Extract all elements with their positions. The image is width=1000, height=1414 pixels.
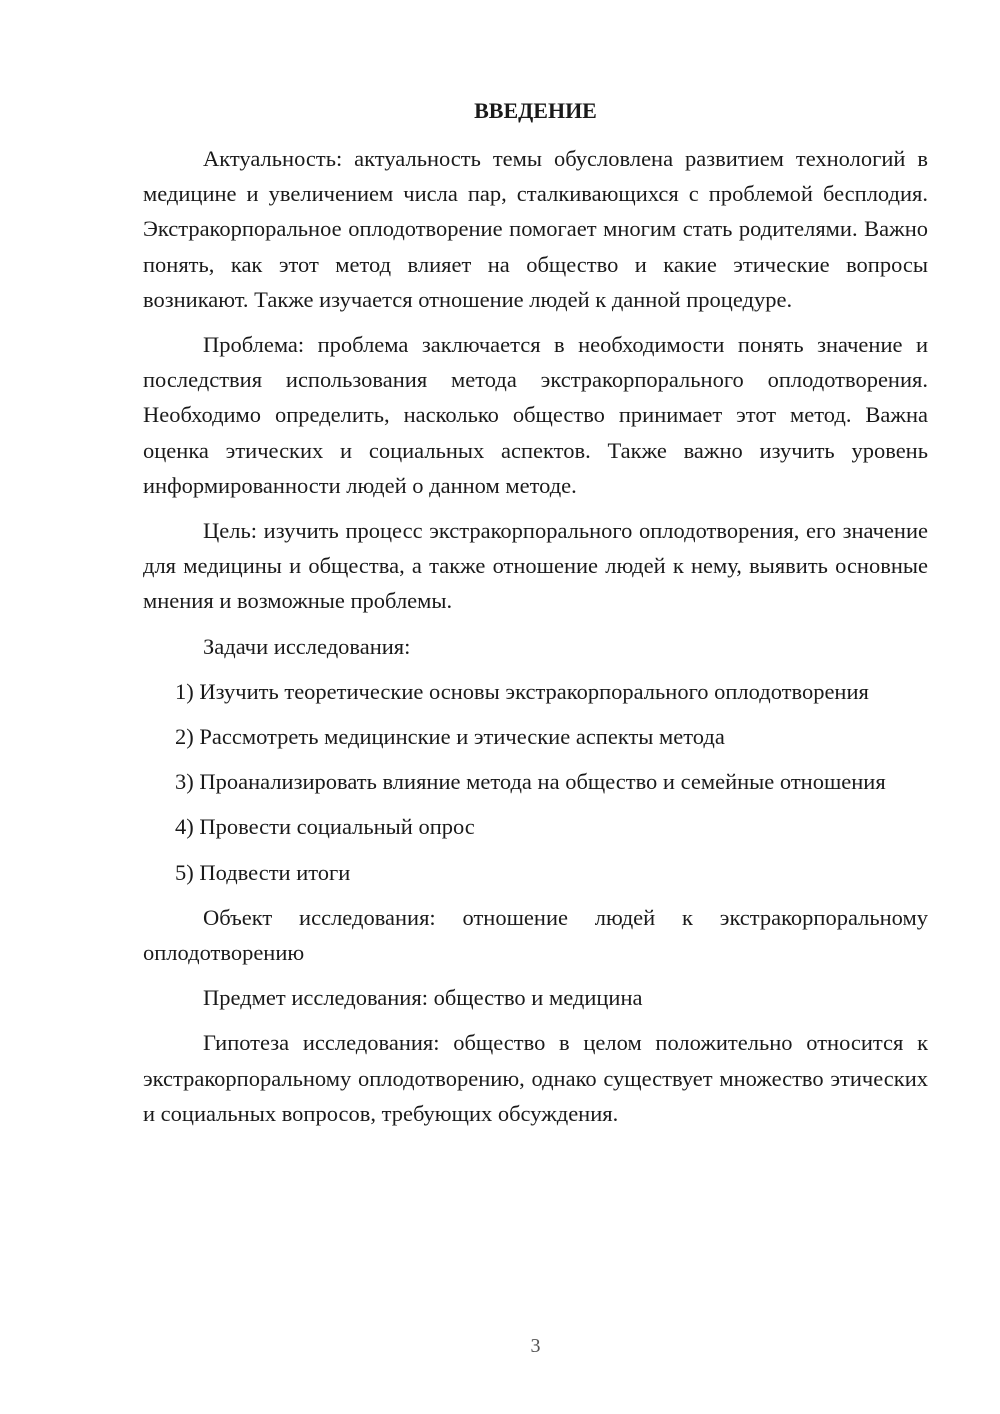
problem-paragraph: Проблема: проблема заключается в необходимости понять значение и последствия использования метода экстракорпорального оплодотворения. Необходимо определить, насколько общество принимает этот метод. Важна оценка этических и социальных аспектов. Также важно изучить уровень информированности людей о данном методе. xyxy=(143,332,928,498)
tasks-heading: Задачи исследования: xyxy=(203,633,411,659)
relevance-paragraph: Актуальность: актуальность темы обусловлена развитием технологий в медицине и увеличением числа пар, сталкивающихся с проблемой бесплодия. Экстракорпоральное оплодотворение помогает многим стать родителями. Важно понять, как этот метод влияет на общество и какие этические вопросы возникают. Также изучается отношение людей к данной процедуре. xyxy=(143,146,928,312)
task-item-5: 5) Подвести итоги xyxy=(175,859,351,885)
hypothesis-paragraph: Гипотеза исследования: общество в целом положительно относится к экстракорпоральному оплодотворению, однако существует множество этических и социальных вопросов, требующих обсуждения. xyxy=(143,1030,928,1126)
page-number: 3 xyxy=(530,1335,541,1357)
subject-paragraph: Предмет исследования: общество и медицина xyxy=(203,985,643,1011)
object-paragraph: Объект исследования: отношение людей к экстракорпоральному оплодотворению xyxy=(143,904,928,966)
document-body xyxy=(143,141,928,1141)
task-item-2: 2) Рассмотреть медицинские и этические аспекты метода xyxy=(175,724,725,750)
page-title: ВВЕДЕНИЕ xyxy=(474,98,597,123)
task-item-1: 1) Изучить теоретические основы экстракорпорального оплодотворения xyxy=(175,678,869,704)
task-item-4: 4) Провести социальный опрос xyxy=(175,814,475,840)
task-item-3: 3) Проанализировать влияние метода на общество и семейные отношения xyxy=(175,769,886,795)
goal-paragraph: Цель: изучить процесс экстракорпорального оплодотворения, его значение для медицины и общества, а также отношение людей к нему, выявить основные мнения и возможные проблемы. xyxy=(143,518,928,614)
